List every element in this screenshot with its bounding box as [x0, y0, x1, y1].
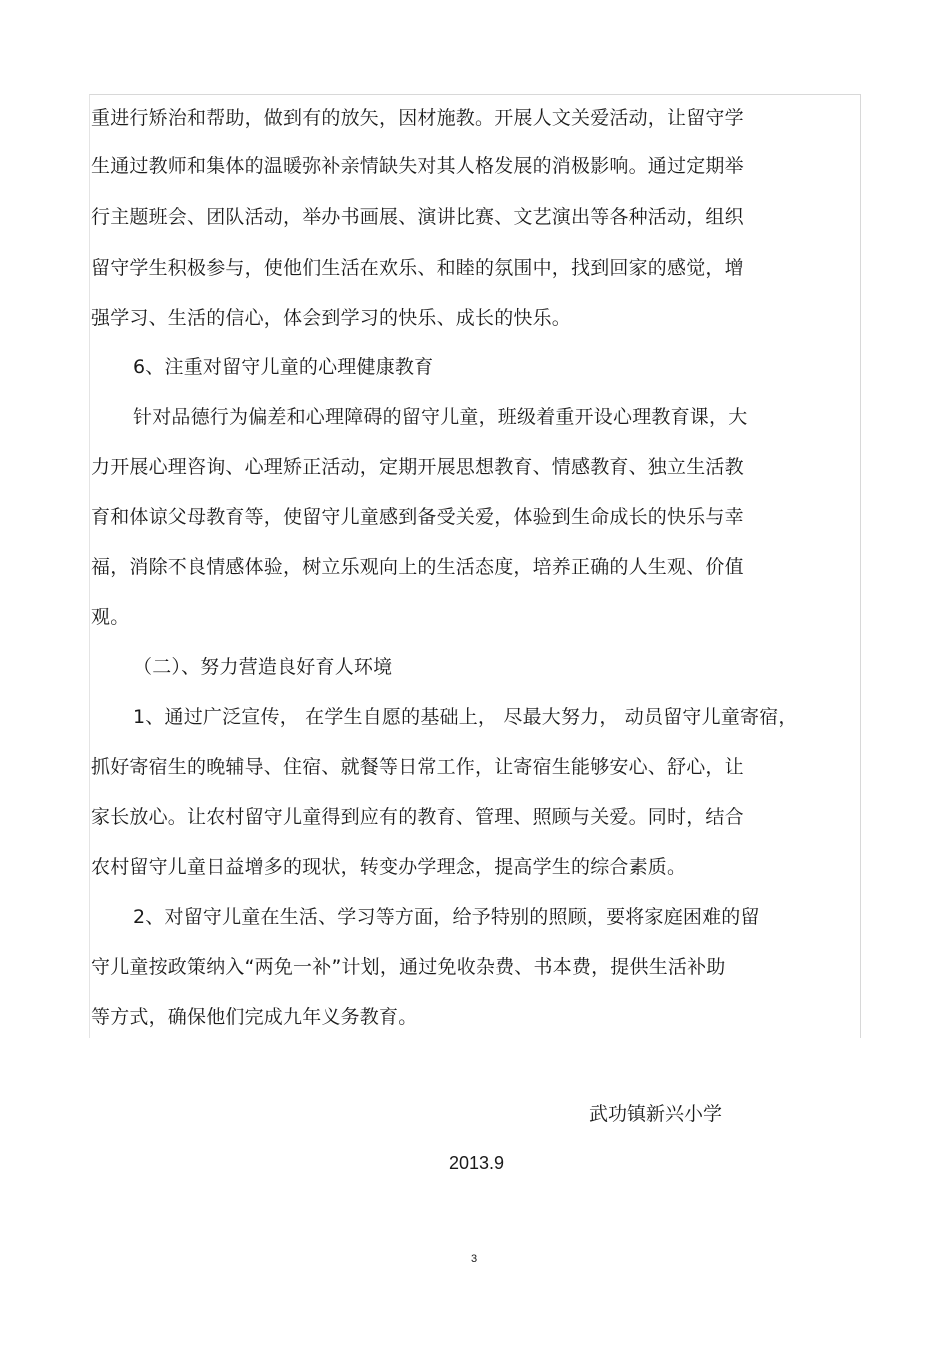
paragraph-line: 福，消除不良情感体验，树立乐观向上的生活态度，培养正确的人生观、价值 [91, 556, 744, 578]
paragraph-line: 重进行矫治和帮助，做到有的放矢，因材施教。开展人文关爱活动，让留守学 [91, 107, 744, 129]
paragraph-line: 守儿童按政策纳入“两免一补”计划，通过免收杂费、书本费，提供生活补助 [91, 956, 726, 978]
page-number: 3 [471, 1253, 478, 1265]
document-date: 2013.9 [449, 1153, 505, 1173]
paragraph-line: 留守学生积极参与，使他们生活在欢乐、和睦的氛围中，找到回家的感觉，增 [91, 257, 744, 279]
paragraph-line: 抓好寄宿生的晚辅导、住宿、就餐等日常工作，让寄宿生能够安心、舒心，让 [91, 756, 744, 778]
section-heading: （二）、努力营造良好育人环境 [133, 656, 393, 678]
paragraph-line: 农村留守儿童日益增多的现状，转变办学理念，提高学生的综合素质。 [91, 856, 687, 878]
paragraph-line: 2、对留守儿童在生活、学习等方面，给予特别的照顾，要将家庭困难的留 [133, 906, 760, 928]
paragraph-line: 等方式，确保他们完成九年义务教育。 [91, 1006, 418, 1028]
paragraph-line: 生通过教师和集体的温暖弥补亲情缺失对其人格发展的消极影响。通过定期举 [91, 155, 744, 177]
paragraph-line: 家长放心。让农村留守儿童得到应有的教育、管理、照顾与关爱。同时，结合 [91, 806, 744, 828]
school-signature: 武功镇新兴小学 [589, 1103, 723, 1125]
paragraph-line: 强学习、生活的信心，体会到学习的快乐、成长的快乐。 [91, 307, 572, 329]
paragraph-line: 观。 [91, 606, 130, 628]
section-heading: 6、注重对留守儿童的心理健康教育 [133, 356, 434, 378]
paragraph-line: 1、通过广泛宣传， 在学生自愿的基础上， 尽最大努力， 动员留守儿童寄宿， [133, 706, 798, 728]
paragraph-line: 针对品德行为偏差和心理障碍的留守儿童，班级着重开设心理教育课，大 [133, 406, 748, 428]
paragraph-line: 育和体谅父母教育等，使留守儿童感到备受关爱，体验到生命成长的快乐与幸 [91, 506, 744, 528]
paragraph-line: 力开展心理咨询、心理矫正活动，定期开展思想教育、情感教育、独立生活教 [91, 456, 744, 478]
paragraph-line: 行主题班会、团队活动，举办书画展、演讲比赛、文艺演出等各种活动，组织 [91, 206, 744, 228]
